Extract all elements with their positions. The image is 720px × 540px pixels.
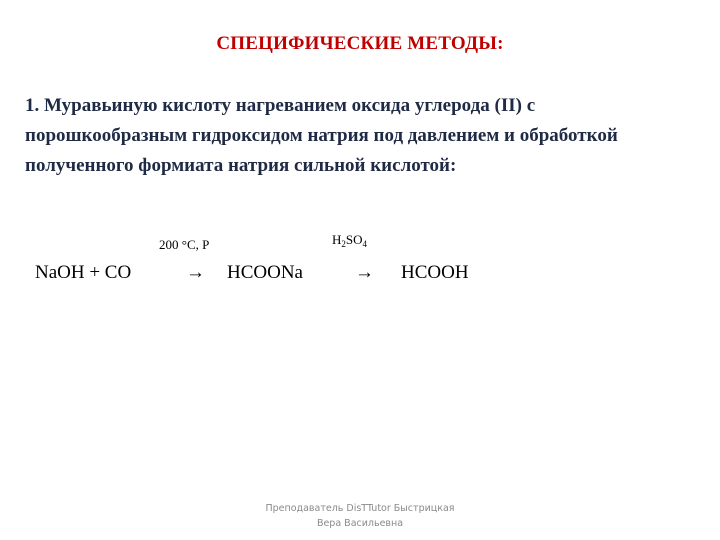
footer-line-1: Преподаватель DisTTutor Быстрицкая	[265, 503, 455, 514]
reaction-arrow-2: →	[355, 262, 374, 283]
condition-h: H	[332, 232, 342, 247]
footer-line-2: Вера Васильевна	[316, 518, 404, 529]
reaction-arrow-1: →	[186, 262, 205, 283]
condition-subscript-4: 4	[362, 239, 368, 249]
slide-title: СПЕЦИФИЧЕСКИЕ МЕТОДЫ:	[216, 33, 504, 54]
reaction-condition-sulfuric-acid	[332, 233, 367, 249]
footer	[0, 501, 720, 531]
slide-body-text: 1. Муравьиную кислоту нагреванием оксида углерода (II) с порошкообразным гидроксидом натрия под давлением и обработкой полученного формиата натрия сильной кислотой:	[25, 95, 618, 176]
reactants: NaOH + CO	[35, 262, 132, 283]
reaction-condition-temperature-pressure: 200 °C, P	[159, 237, 210, 252]
condition-subscript-2: 2	[341, 239, 346, 249]
intermediate-product: HCOONa	[227, 262, 303, 283]
final-product: HCOOH	[401, 262, 469, 283]
condition-so: SO	[345, 232, 363, 247]
